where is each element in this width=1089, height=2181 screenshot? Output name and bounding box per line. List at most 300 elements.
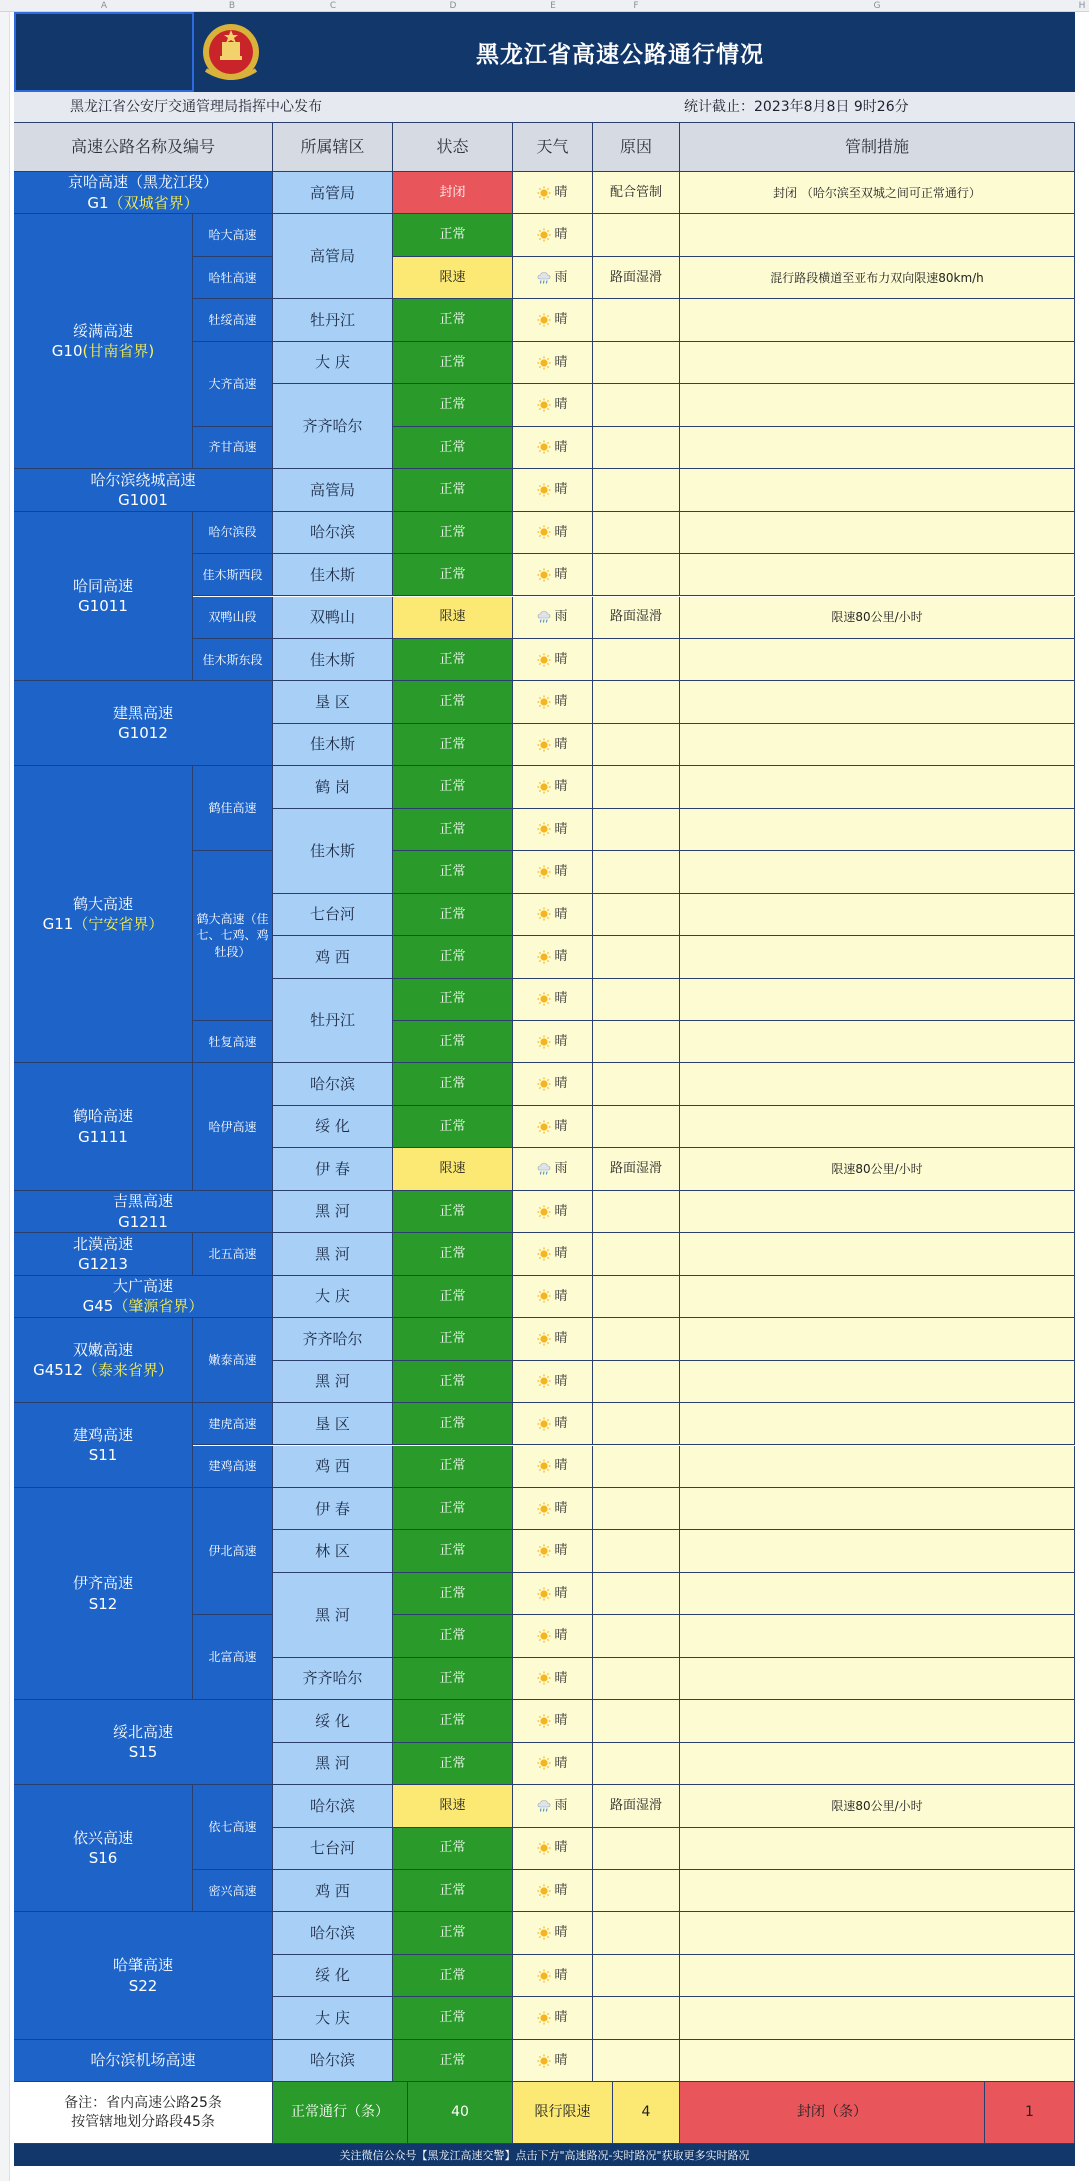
road-code-line: [43, 914, 164, 934]
status-cell: [393, 469, 513, 511]
weather-label: 晴: [554, 227, 568, 243]
measure-cell: [680, 1276, 1075, 1318]
reason-cell: [593, 1148, 680, 1190]
region-name: 垦 区: [315, 692, 350, 711]
segment-name-cell: [193, 1233, 273, 1275]
measure-cell: [680, 1233, 1075, 1275]
status-label: 正常: [439, 991, 466, 1007]
road-name-cell: [14, 1233, 193, 1275]
region-cell: [273, 1955, 393, 1997]
region-cell: [273, 1403, 393, 1445]
region-cell: [273, 1573, 393, 1658]
reason-cell: [593, 469, 680, 511]
weather-label: 晴: [554, 651, 568, 667]
column-header-label: 管制措施: [844, 137, 909, 157]
status-cell: [393, 427, 513, 469]
segment-name-cell: [193, 639, 273, 681]
road-name: 哈尔滨绕城高速: [90, 470, 196, 489]
reason-cell: [593, 681, 680, 723]
reason-cell: [593, 1403, 680, 1445]
measure-cell: [680, 1658, 1075, 1700]
closed-count-label: 封闭（条）: [797, 2104, 867, 2121]
region-name: 哈尔滨: [309, 1075, 355, 1094]
region-cell: [273, 384, 393, 469]
road-name: 北漠高速: [72, 1234, 133, 1253]
road-border-point: （双城省界）: [108, 193, 199, 212]
region-cell: [273, 299, 393, 341]
limit-count-label-cell: [513, 2082, 613, 2144]
status-label: 正常: [439, 1543, 466, 1559]
status-label: 正常: [439, 1246, 466, 1262]
sun-icon: [537, 1374, 551, 1388]
reason-cell: [593, 299, 680, 341]
status-cell: [393, 1361, 513, 1403]
reason-cell: [593, 1488, 680, 1530]
weather-cell: [513, 1743, 593, 1785]
weather-cell: [513, 172, 593, 214]
rain-cloud-icon: [537, 1799, 551, 1813]
sun-icon: [537, 1544, 551, 1558]
status-cell: [393, 1743, 513, 1785]
weather-label: 晴: [554, 1331, 568, 1347]
reason-cell: [593, 1021, 680, 1063]
sun-icon: [537, 1629, 551, 1643]
region-name: 哈尔滨: [309, 2051, 355, 2070]
region-name: 大 庆: [315, 1287, 350, 1306]
sun-icon: [537, 228, 551, 242]
sun-icon: [537, 695, 551, 709]
sun-icon: [537, 1120, 551, 1134]
weather-cell: [513, 214, 593, 256]
sun-icon: [537, 1205, 551, 1219]
status-cell: [393, 1658, 513, 1700]
segment-name-cell: [193, 1021, 273, 1063]
reason-cell: [593, 427, 680, 469]
region-cell: [273, 979, 393, 1064]
region-cell: [273, 1785, 393, 1827]
region-name: 佳木斯: [309, 841, 355, 860]
road-name: 双嫩高速: [72, 1340, 133, 1359]
region-cell: [273, 1488, 393, 1530]
road-name: 大广高速: [112, 1277, 173, 1296]
segment-name: 哈尔滨段: [208, 525, 257, 540]
sun-icon: [537, 1035, 551, 1049]
weather-cell: [513, 809, 593, 851]
status-label: 正常: [439, 694, 466, 710]
road-name-cell: [14, 469, 273, 511]
weather-cell: [513, 1063, 593, 1105]
weather-label: 晴: [554, 1076, 568, 1092]
region-cell: [273, 1063, 393, 1105]
reason-text: 路面湿滑: [609, 1161, 662, 1177]
weather-label: 晴: [554, 2052, 568, 2068]
measure-cell: [680, 427, 1075, 469]
road-code: G11: [42, 915, 74, 934]
weather-label: 晴: [554, 906, 568, 922]
region-cell: [273, 2040, 393, 2082]
region-name: 双鸭山: [309, 608, 355, 627]
segment-name: 牡复高速: [208, 1034, 257, 1049]
region-name: 黑 河: [315, 1202, 350, 1221]
weather-cell: [513, 1955, 593, 1997]
status-cell: [393, 1955, 513, 1997]
segment-name: 嫩泰高速: [208, 1352, 257, 1367]
road-name-cell: [14, 2040, 273, 2082]
rain-cloud-icon: [537, 1162, 551, 1176]
road-code-line: [78, 1254, 128, 1274]
status-cell: [393, 512, 513, 554]
weather-label: 晴: [554, 991, 568, 1007]
region-cell: [273, 1828, 393, 1870]
road-name: 建黑高速: [112, 704, 173, 723]
status-label: 正常: [439, 2010, 466, 2026]
status-cell: [393, 1063, 513, 1105]
status-label: 正常: [439, 227, 466, 243]
measure-cell: [680, 512, 1075, 554]
weather-label: 晴: [554, 1543, 568, 1559]
sun-icon: [537, 2054, 551, 2068]
status-cell: [393, 1021, 513, 1063]
segment-name: 哈牡高速: [208, 270, 257, 285]
road-code: G10: [51, 342, 83, 361]
weather-label: 晴: [554, 524, 568, 540]
publisher-text: 黑龙江省公安厅交通管理局指挥中心发布: [70, 99, 322, 115]
region-name: 伊 春: [315, 1159, 350, 1178]
reason-cell: [593, 1446, 680, 1488]
column-header: [393, 123, 513, 172]
status-label: 正常: [439, 1967, 466, 1983]
road-code: G1001: [118, 490, 168, 509]
weather-label: 雨: [554, 1161, 568, 1177]
sun-icon: [537, 525, 551, 539]
road-code-line: [83, 1296, 204, 1316]
road-code: S22: [128, 1976, 158, 1995]
weather-label: 晴: [554, 439, 568, 455]
status-label: 正常: [439, 439, 466, 455]
status-cell: [393, 1318, 513, 1360]
status-label: 正常: [439, 1415, 466, 1431]
reason-cell: [593, 1658, 680, 1700]
weather-label: 晴: [554, 1118, 568, 1134]
weather-label: 晴: [554, 779, 568, 795]
road-name-cell: [14, 1488, 193, 1700]
status-label: 正常: [439, 1628, 466, 1644]
weather-cell: [513, 936, 593, 978]
region-cell: [273, 1106, 393, 1148]
status-cell: [393, 214, 513, 256]
weather-cell: [513, 1573, 593, 1615]
status-label: 正常: [439, 1118, 466, 1134]
region-cell: [273, 724, 393, 766]
measure-cell: [680, 1955, 1075, 1997]
weather-cell: [513, 427, 593, 469]
weather-cell: [513, 1997, 593, 2039]
segment-name-cell: [193, 766, 273, 851]
column-header-label: 所属辖区: [300, 137, 365, 157]
status-label: 正常: [439, 1713, 466, 1729]
segment-name: 佳木斯东段: [202, 652, 263, 667]
status-cell: [393, 342, 513, 384]
status-cell: [393, 1403, 513, 1445]
weather-label: 晴: [554, 1713, 568, 1729]
status-label: 正常: [439, 1373, 466, 1389]
segment-name: 鹤大高速（佳七、七鸡、鸡牡段）: [196, 912, 269, 959]
road-code: G1011: [78, 596, 128, 615]
status-label: 限速: [439, 1161, 466, 1177]
sun-icon: [537, 440, 551, 454]
weather-label: 晴: [554, 1033, 568, 1049]
road-code: S12: [88, 1594, 118, 1613]
weather-cell: [513, 1191, 593, 1233]
segment-name-cell: [193, 1063, 273, 1190]
summary-note-line: 按管辖地划分路段45条: [71, 2113, 215, 2130]
road-border-point: （肇源省界）: [113, 1297, 204, 1316]
segment-name-cell: [193, 299, 273, 341]
sun-icon: [537, 356, 551, 370]
reason-cell: [593, 1573, 680, 1615]
segment-name: 北五高速: [208, 1246, 257, 1261]
segment-name-cell: [193, 554, 273, 596]
region-cell: [273, 639, 393, 681]
segment-name: 哈大高速: [208, 228, 257, 243]
status-cell: [393, 809, 513, 851]
road-code-line: [89, 1594, 118, 1614]
weather-cell: [513, 257, 593, 299]
weather-label: 晴: [554, 482, 568, 498]
status-cell: [393, 597, 513, 639]
status-label: 限速: [439, 269, 466, 285]
region-name: 黑 河: [315, 1244, 350, 1263]
road-border-point: (甘南省界): [82, 342, 155, 361]
road-code-line: [129, 1976, 158, 1996]
road-name: 鹤大高速: [72, 895, 133, 914]
road-name-cell: [14, 1403, 193, 1488]
measure-cell: [680, 979, 1075, 1021]
measure-cell: [680, 1361, 1075, 1403]
reason-cell: [593, 766, 680, 808]
measure-cell: [680, 681, 1075, 723]
measure-cell: [680, 639, 1075, 681]
weather-cell: [513, 894, 593, 936]
status-label: 正常: [439, 864, 466, 880]
weather-cell: [513, 1276, 593, 1318]
segment-name: 双鸭山段: [208, 610, 257, 625]
road-name: 吉黑高速: [112, 1192, 173, 1211]
road-name-cell: [14, 512, 193, 682]
status-label: 正常: [439, 312, 466, 328]
region-cell: [273, 766, 393, 808]
status-label: 正常: [439, 1500, 466, 1516]
weather-cell: [513, 1828, 593, 1870]
status-label: 正常: [439, 1925, 466, 1941]
measure-text: 封闭 （哈尔滨至双城之间可正常通行）: [773, 185, 981, 200]
weather-label: 晴: [554, 1755, 568, 1771]
status-cell: [393, 2040, 513, 2082]
region-cell: [273, 1870, 393, 1912]
road-name: 京哈高速（黑龙江段）: [67, 173, 218, 192]
status-label: 正常: [439, 1076, 466, 1092]
measure-cell: [680, 342, 1075, 384]
reason-cell: [593, 257, 680, 299]
region-name: 鸡 西: [315, 1881, 350, 1900]
weather-label: 晴: [554, 736, 568, 752]
road-code-line: [118, 723, 168, 743]
status-cell: [393, 1276, 513, 1318]
weather-cell: [513, 724, 593, 766]
status-cell: [393, 1106, 513, 1148]
reason-cell: [593, 2040, 680, 2082]
weather-label: 晴: [554, 1585, 568, 1601]
status-cell: [393, 384, 513, 426]
status-label: 正常: [439, 1882, 466, 1898]
sun-icon: [537, 1077, 551, 1091]
region-name: 黑 河: [315, 1754, 350, 1773]
region-cell: [273, 214, 393, 299]
weather-cell: [513, 766, 593, 808]
segment-name: 哈伊高速: [208, 1119, 257, 1134]
road-code-line: [52, 341, 154, 361]
reason-cell: [593, 1700, 680, 1742]
sun-icon: [537, 907, 551, 921]
weather-cell: [513, 1021, 593, 1063]
reason-cell: [593, 1063, 680, 1105]
sun-icon: [537, 1289, 551, 1303]
measure-cell: [680, 1912, 1075, 1954]
measure-cell: [680, 1148, 1075, 1190]
measure-cell: [680, 1403, 1075, 1445]
region-cell: [273, 1446, 393, 1488]
region-cell: [273, 1148, 393, 1190]
reason-cell: [593, 1318, 680, 1360]
weather-cell: [513, 1488, 593, 1530]
weather-label: 晴: [554, 1246, 568, 1262]
sun-icon: [537, 1671, 551, 1685]
region-cell: [273, 1997, 393, 2039]
region-name: 哈尔滨: [309, 1796, 355, 1815]
weather-label: 晴: [554, 694, 568, 710]
road-name-cell: [14, 1276, 273, 1318]
sun-icon: [537, 1417, 551, 1431]
column-header-label: 状态: [436, 137, 469, 157]
status-cell: [393, 681, 513, 723]
reason-cell: [593, 214, 680, 256]
weather-label: 雨: [554, 269, 568, 285]
column-header: [513, 123, 593, 172]
status-label: 限速: [439, 609, 466, 625]
reason-cell: [593, 342, 680, 384]
road-code: G1012: [118, 724, 168, 743]
reason-cell: [593, 1106, 680, 1148]
region-cell: [273, 597, 393, 639]
sun-icon: [537, 1969, 551, 1983]
sun-icon: [537, 950, 551, 964]
weather-cell: [513, 299, 593, 341]
region-name: 哈尔滨: [309, 523, 355, 542]
reason-cell: [593, 1530, 680, 1572]
weather-cell: [513, 1318, 593, 1360]
measure-cell: [680, 1615, 1075, 1657]
road-code: G1: [87, 193, 109, 212]
normal-count: 40: [451, 2104, 469, 2121]
measure-text: 限速80公里/小时: [831, 610, 923, 625]
measure-cell: [680, 724, 1075, 766]
measure-cell: [680, 1743, 1075, 1785]
weather-cell: [513, 681, 593, 723]
weather-label: 晴: [554, 864, 568, 880]
region-cell: [273, 1361, 393, 1403]
measure-cell: [680, 1063, 1075, 1105]
road-name-cell: [14, 172, 273, 214]
measure-cell: [680, 214, 1075, 256]
status-cell: [393, 979, 513, 1021]
normal-count-cell: [408, 2082, 513, 2144]
weather-label: 晴: [554, 1628, 568, 1644]
reason-cell: [593, 1870, 680, 1912]
status-cell: [393, 639, 513, 681]
column-letter: B: [228, 1, 236, 11]
closed-count-cell: [985, 2082, 1075, 2144]
sun-icon: [537, 483, 551, 497]
region-name: 伊 春: [315, 1499, 350, 1518]
weather-label: 晴: [554, 1458, 568, 1474]
measure-cell: [680, 1785, 1075, 1827]
measure-cell: [680, 1106, 1075, 1148]
reason-cell: [593, 1828, 680, 1870]
summary-note-line: 备注：省内高速公路25条: [64, 2094, 222, 2111]
region-name: 大 庆: [315, 2008, 350, 2027]
region-cell: [273, 1191, 393, 1233]
sun-icon: [537, 2011, 551, 2025]
segment-name: 牡绥高速: [208, 312, 257, 327]
road-code: G45: [82, 1297, 114, 1316]
limit-count-cell: [613, 2082, 680, 2144]
reason-cell: [593, 979, 680, 1021]
status-label: 正常: [439, 821, 466, 837]
road-code-line: [129, 1742, 158, 1762]
road-name-cell: [14, 1063, 193, 1190]
weather-cell: [513, 1700, 593, 1742]
weather-label: 晴: [554, 566, 568, 582]
region-cell: [273, 172, 393, 214]
status-label: 正常: [439, 354, 466, 370]
weather-cell: [513, 597, 593, 639]
measure-cell: [680, 1573, 1075, 1615]
normal-count-label: 正常通行（条）: [291, 2104, 389, 2121]
status-label: 正常: [439, 906, 466, 922]
status-label: 封闭: [439, 184, 466, 200]
region-cell: [273, 469, 393, 511]
sun-icon: [537, 398, 551, 412]
region-name: 佳木斯: [309, 565, 355, 584]
status-label: 正常: [439, 1840, 466, 1856]
segment-name-cell: [193, 1403, 273, 1445]
region-name: 绥 化: [315, 1966, 350, 1985]
status-cell: [393, 1233, 513, 1275]
status-label: 正常: [439, 1670, 466, 1686]
region-name: 鹤 岗: [315, 777, 350, 796]
status-label: 正常: [439, 1203, 466, 1219]
sun-icon: [537, 1756, 551, 1770]
road-code: S15: [128, 1743, 158, 1762]
status-cell: [393, 724, 513, 766]
sun-icon: [537, 865, 551, 879]
weather-label: 晴: [554, 1203, 568, 1219]
region-name: 鸡 西: [315, 947, 350, 966]
status-cell: [393, 1573, 513, 1615]
reason-text: 配合管制: [609, 184, 662, 200]
measure-text: 限速80公里/小时: [831, 1798, 923, 1813]
road-name-cell: [14, 1700, 273, 1785]
